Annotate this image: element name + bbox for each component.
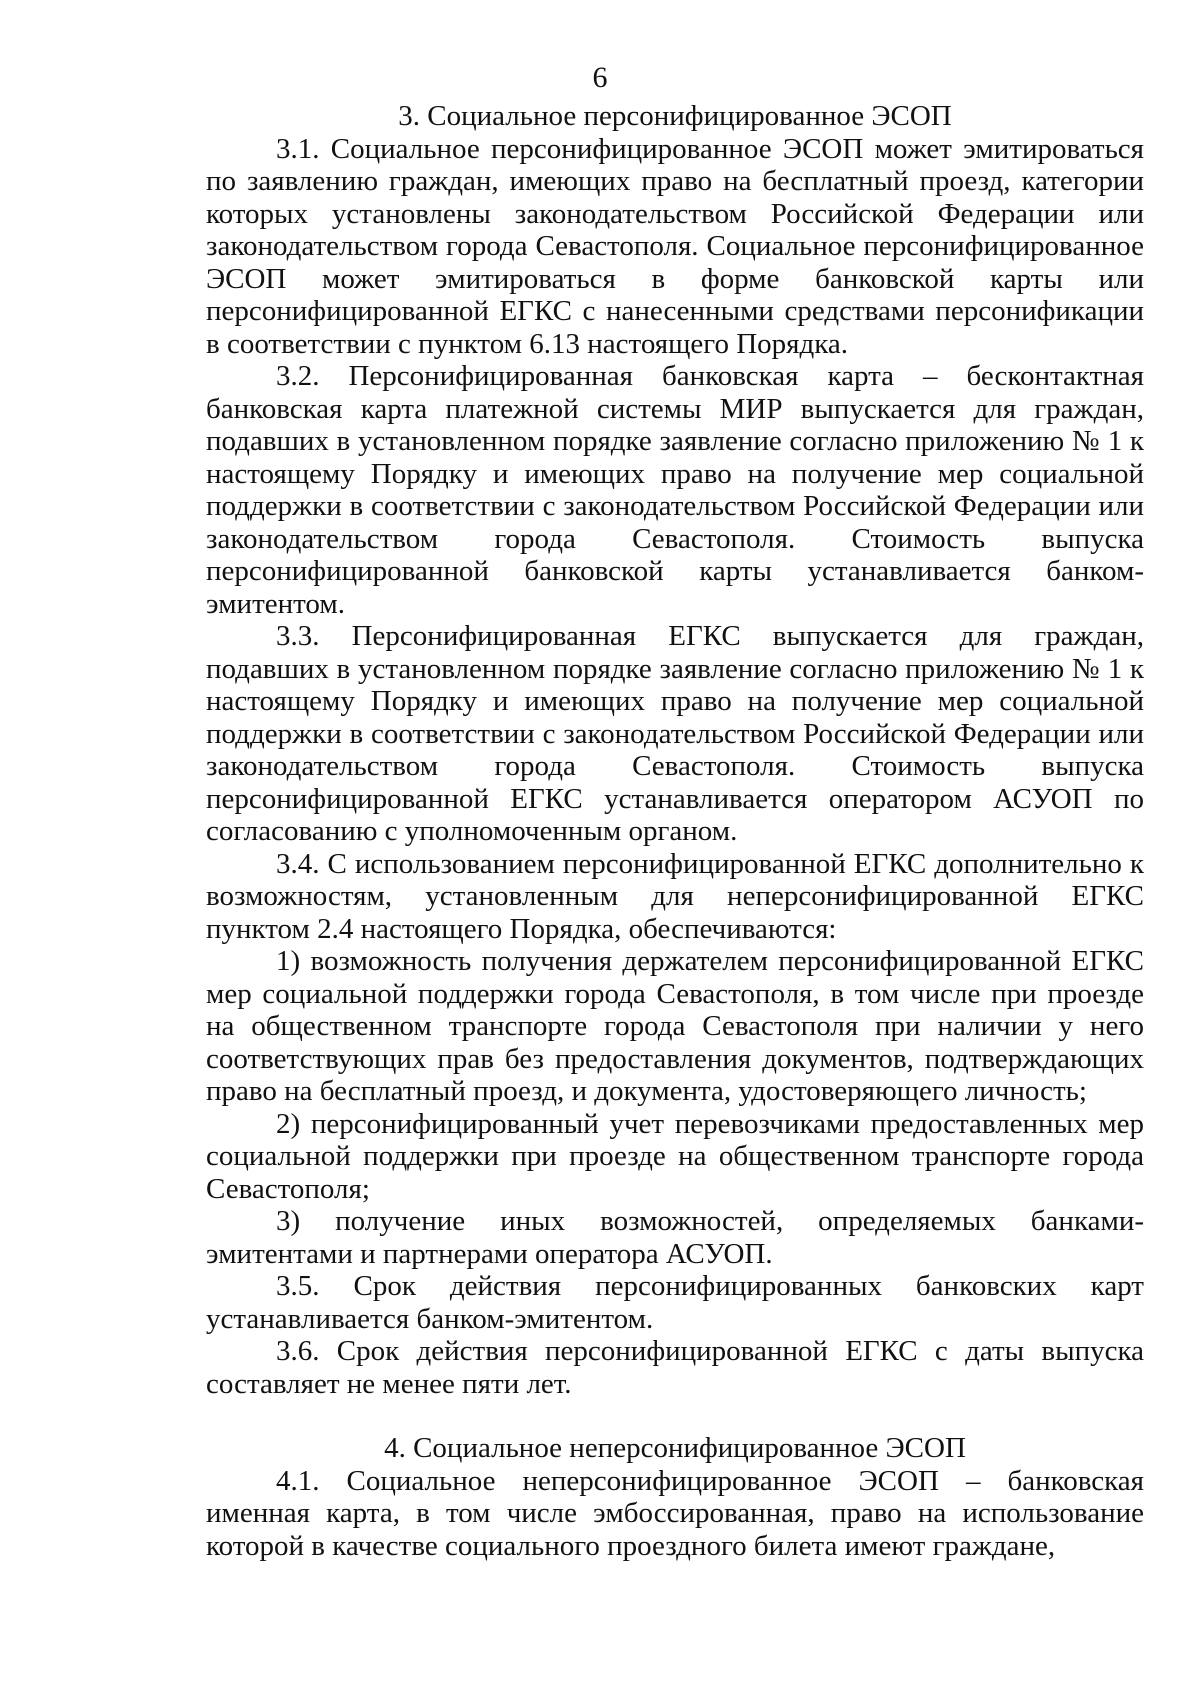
page-number: 6 bbox=[592, 61, 608, 94]
paragraph-3-5: 3.5. Срок действия персонифицированных банковских карт устанавливается банком-эмитентом. bbox=[206, 1270, 1144, 1335]
list-item-3: 3) получение иных возможностей, определяемых банками-эмитентами и партнерами оператора АСУОП. bbox=[206, 1205, 1144, 1270]
document-body bbox=[206, 100, 1144, 1562]
section-3-heading: 3. Социальное персонифицированное ЭСОП bbox=[398, 100, 952, 132]
paragraph-3-3: 3.3. Персонифицированная ЕГКС выпускается для граждан, подавших в установленном порядке заявление согласно приложению № 1 к настоящему Порядку и имеющих право на получение мер социальной поддержки в соответствии с законодательством Российской Федерации или законодательством города Севастополя. Стоимость выпуска персонифицированной ЕГКС устанавливается оператором АСУОП по согласованию с уполномоченным органом. bbox=[206, 620, 1144, 847]
paragraph-3-4: 3.4. С использованием персонифицированной ЕГКС дополнительно к возможностям, установленным для неперсонифицированной ЕГКС пунктом 2.4 настоящего Порядка, обеспечиваются: bbox=[206, 847, 1144, 945]
section-4-heading: 4. Социальное неперсонифицированное ЭСОП bbox=[384, 1432, 966, 1464]
paragraph-3-1: 3.1. Социальное персонифицированное ЭСОП может эмитироваться по заявлению граждан, имеющих право на бесплатный проезд, категории которых установлены законодательством Российской Федерации или законодательством города Севастополя. Социальное персонифицированное ЭСОП может эмитироваться в форме банковской карты или персонифицированной ЕГКС с нанесенными средствами персонификации в соответствии с пунктом 6.13 настоящего Порядка. bbox=[206, 132, 1144, 360]
paragraph-4-1: 4.1. Социальное неперсонифицированное ЭСОП – банковская именная карта, в том числе эмбоссированная, право на использование которой в качестве социального проездного билета имеют граждане, bbox=[206, 1464, 1144, 1562]
paragraph-3-6: 3.6. Срок действия персонифицированной ЕГКС с даты выпуска составляет не менее пяти лет. bbox=[206, 1335, 1144, 1400]
list-item-1: 1) возможность получения держателем персонифицированной ЕГКС мер социальной поддержки города Севастополя, в том числе при проезде на общественном транспорте города Севастополя при наличии у него соответствующих прав без предоставления документов, подтверждающих право на бесплатный проезд, и документа, удостоверяющего личность; bbox=[206, 945, 1144, 1107]
list-item-2: 2) персонифицированный учет перевозчиками предоставленных мер социальной поддержки при проезде на общественном транспорте города Севастополя; bbox=[206, 1107, 1144, 1205]
paragraph-3-2: 3.2. Персонифицированная банковская карта – бесконтактная банковская карта платежной системы МИР выпускается для граждан, подавших в установленном порядке заявление согласно приложению № 1 к настоящему Порядку и имеющих право на получение мер социальной поддержки в соответствии с законодательством Российской Федерации или законодательством города Севастополя. Стоимость выпуска персонифицированной банковской карты устанавливается банком-эмитентом. bbox=[206, 360, 1144, 620]
